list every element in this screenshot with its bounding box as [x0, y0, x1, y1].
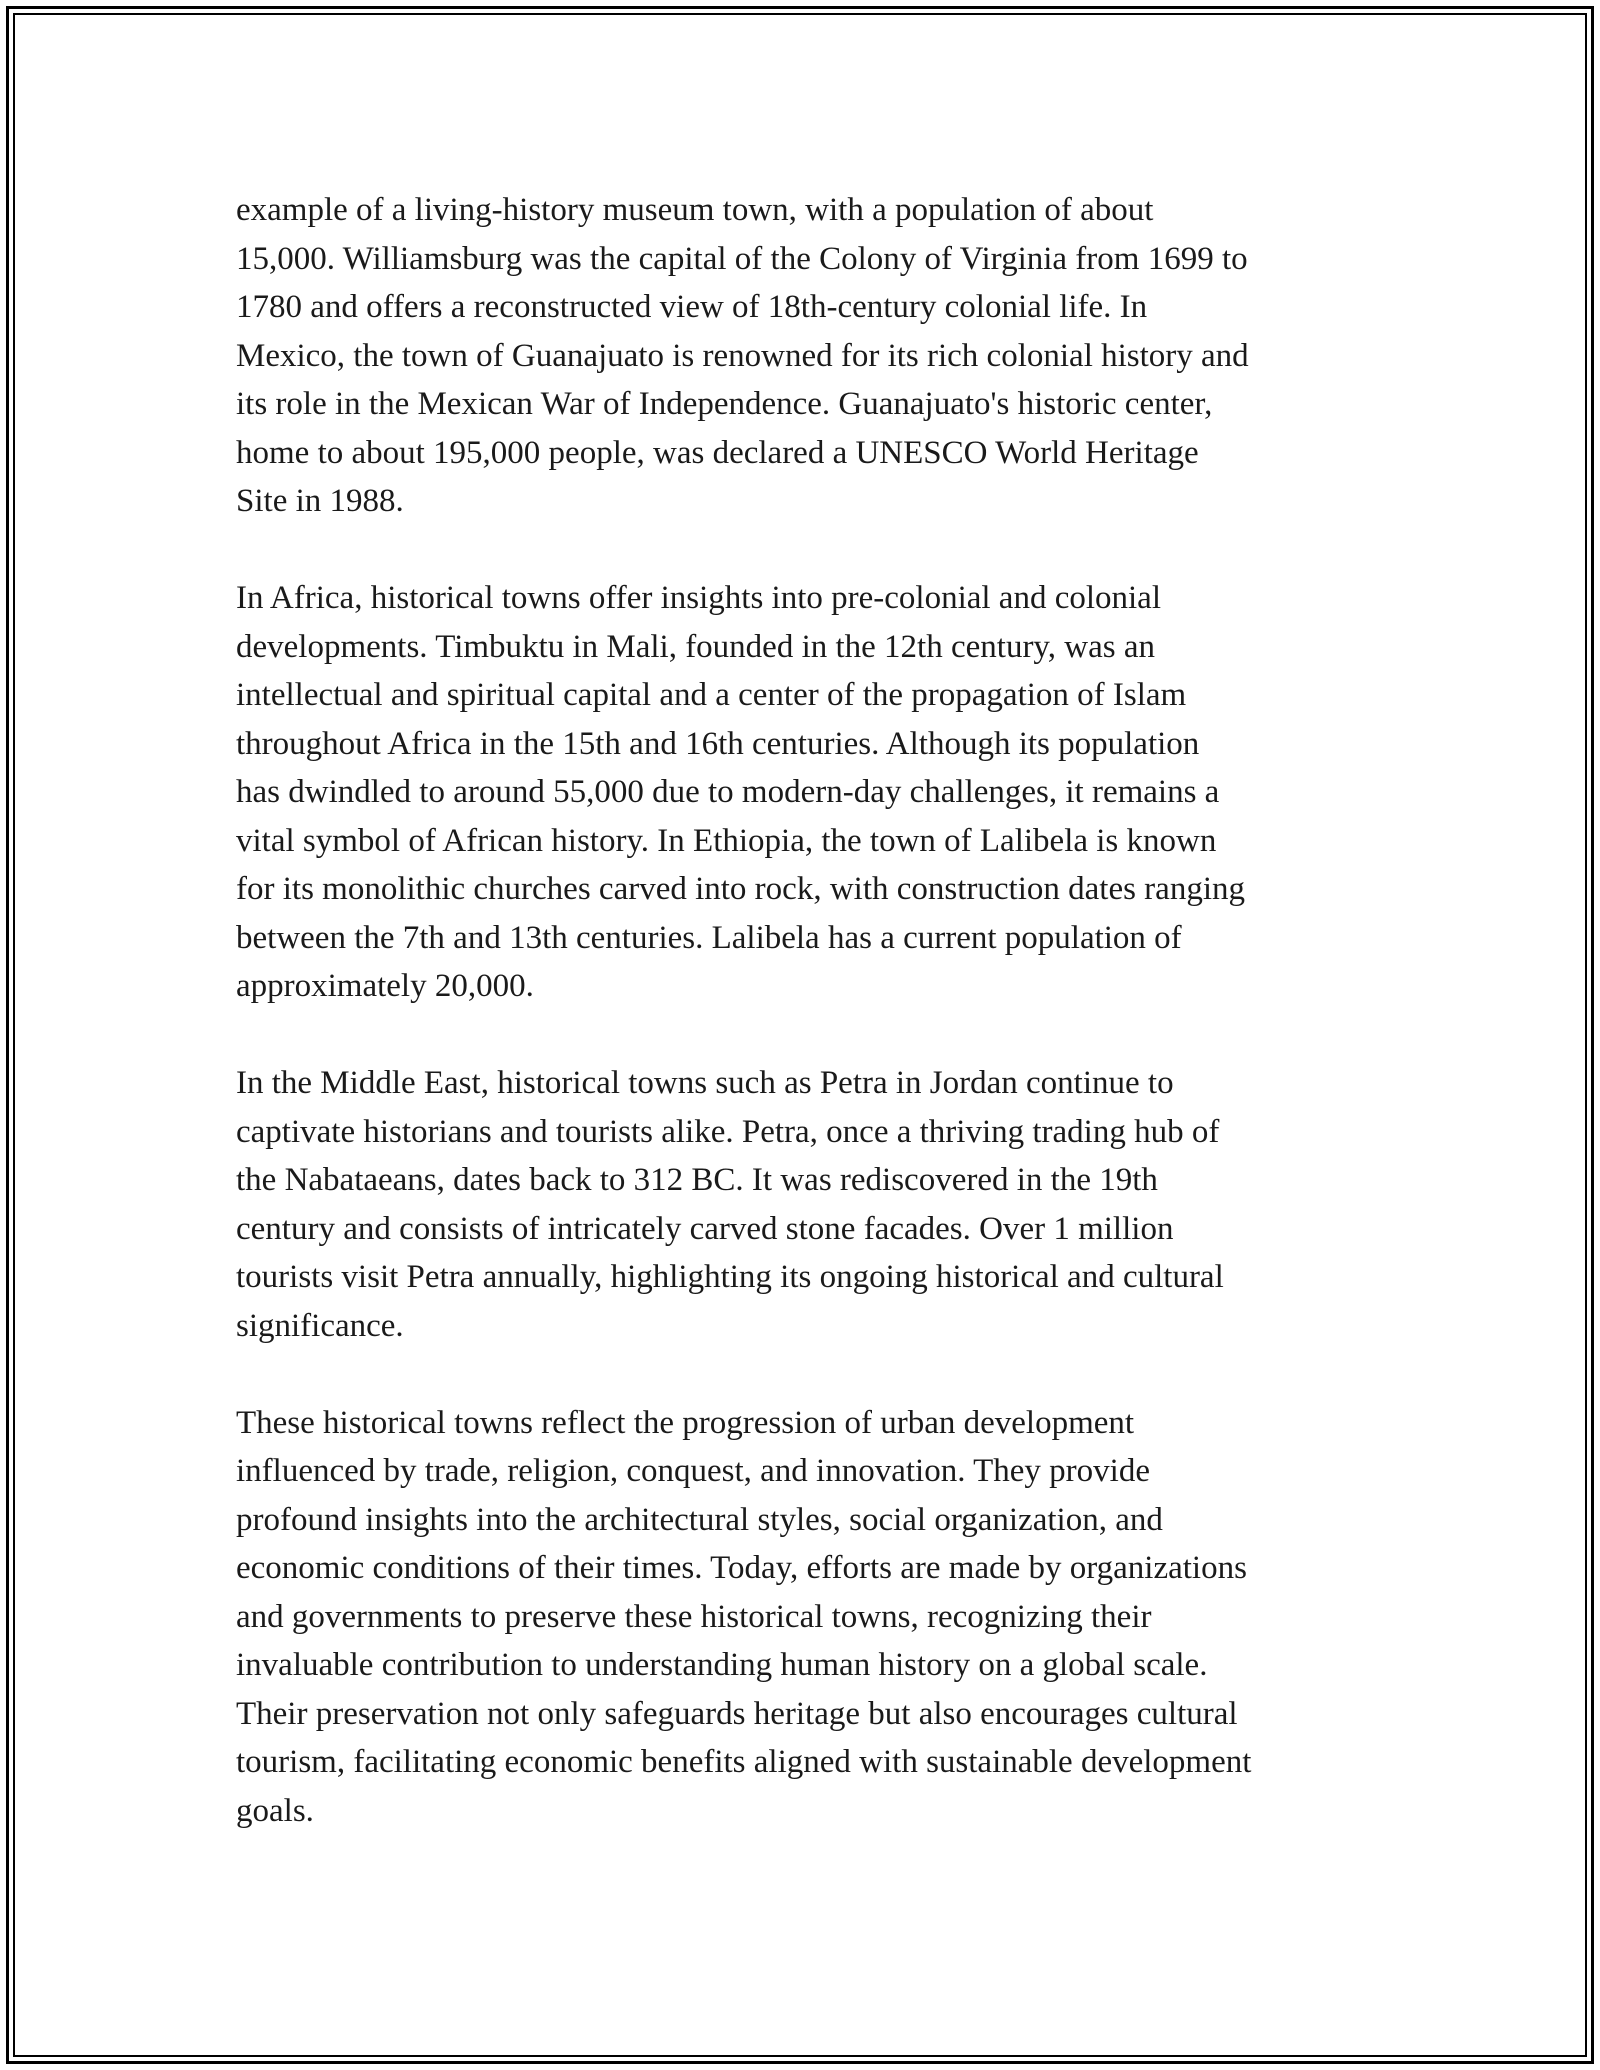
text-line: influenced by trade, religion, conquest, and innovation. They provide [236, 1453, 1150, 1489]
text-line: These historical towns reflect the progression of urban development [236, 1404, 1135, 1441]
text-line: approximately 20,000. [236, 968, 534, 1004]
text-line: tourists visit Petra annually, highlighting its ongoing historical and cultural [236, 1259, 1224, 1295]
paragraph-williamsburg-guanajuato [236, 186, 1386, 526]
text-line: 1780 and offers a reconstructed view of 18th-century colonial life. In [236, 289, 1148, 325]
paragraph-middle-east [236, 1059, 1386, 1350]
text-line: economic conditions of their times. Today, efforts are made by organizations [236, 1550, 1247, 1586]
text-line: example of a living-history museum town, with a population of about [236, 192, 1154, 228]
text-line: Mexico, the town of Guanajuato is renowned for its rich colonial history and [236, 337, 1249, 374]
text-line: goals. [236, 1792, 314, 1829]
paragraph-africa [236, 574, 1386, 1011]
text-line: has dwindled to around 55,000 due to modern-day challenges, it remains a [236, 774, 1220, 810]
text-line: between the 7th and 13th centuries. Lalibela has a current population of [236, 919, 1182, 956]
text-line: century and consists of intricately carved stone facades. Over 1 million [236, 1210, 1174, 1247]
text-line: invaluable contribution to understanding human history on a global scale. [236, 1647, 1208, 1683]
text-line: developments. Timbuktu in Mali, founded in the 12th century, was an [236, 628, 1156, 665]
text-line: In Africa, historical towns offer insights into pre-colonial and colonial [236, 580, 1161, 616]
text-line: 15,000. Williamsburg was the capital of the Colony of Virginia from 1699 to [236, 240, 1248, 277]
text-line: home to about 195,000 people, was declared a UNESCO World Heritage [236, 434, 1199, 471]
text-line: profound insights into the architectural styles, social organization, and [236, 1501, 1163, 1538]
text-line: vital symbol of African history. In Ethiopia, the town of Lalibela is known [236, 822, 1217, 859]
text-line: In the Middle East, historical towns such as Petra in Jordan continue to [236, 1065, 1174, 1101]
text-line: its role in the Mexican War of Independence. Guanajuato's historic center, [236, 386, 1213, 422]
text-line: throughout Africa in the 15th and 16th centuries. Although its population [236, 725, 1200, 762]
text-line: Their preservation not only safeguards heritage but also encourages cultural [236, 1695, 1238, 1732]
text-line: and governments to preserve these historical towns, recognizing their [236, 1598, 1152, 1635]
text-line: tourism, facilitating economic benefits aligned with sustainable development [236, 1744, 1252, 1780]
paragraph-conclusion [236, 1399, 1386, 1836]
text-line: captivate historians and tourists alike. Petra, once a thriving trading hub of [236, 1113, 1220, 1150]
text-line: intellectual and spiritual capital and a center of the propagation of Islam [236, 677, 1187, 713]
text-line: the Nabataeans, dates back to 312 BC. It was rediscovered in the 19th [236, 1162, 1158, 1198]
text-line: significance. [236, 1307, 404, 1344]
document-body [236, 186, 1386, 1835]
text-line: for its monolithic churches carved into rock, with construction dates ranging [236, 871, 1245, 907]
text-line: Site in 1988. [236, 483, 404, 519]
